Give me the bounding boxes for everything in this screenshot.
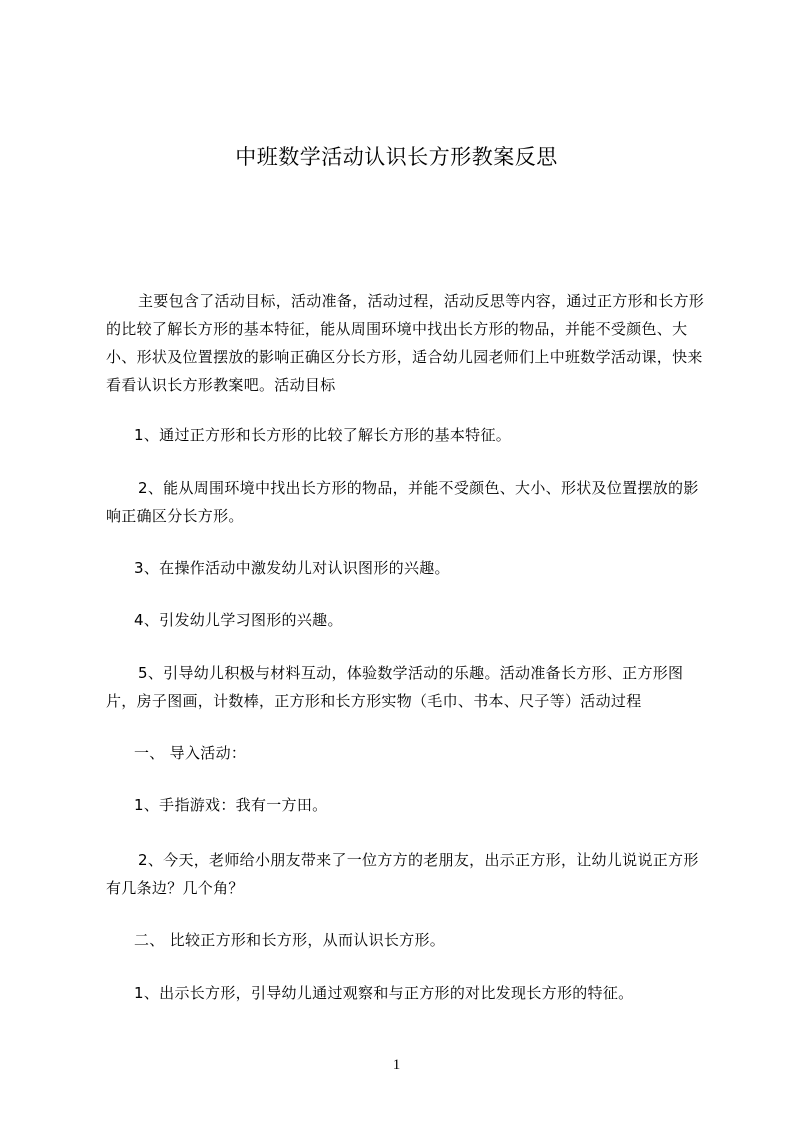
process-step-2: 2、今天，老师给小朋友带来了一位方方的老朋友，出示正方形，让幼儿说说正方形有几条边？几个角？: [106, 851, 699, 897]
intro-paragraph: 主要包含了活动目标，活动准备，活动过程，活动反思等内容，通过正方形和长方形的比较了解长方形的基本特征，能从周围环境中找出长方形的物品，并能不受颜色、大小、形状及位置摆放的影响正确区分长方形，适合幼儿园老师们上中班数学活动课，快来看看认识长方形教案吧。活动目标: [106, 292, 705, 394]
goal-item-4: 4、引发幼儿学习图形的兴趣。: [134, 611, 343, 629]
document-title: 中班数学活动认识长方形教案反思: [235, 145, 558, 169]
goal-item-2: 2、能从周围环境中找出长方形的物品，并能不受颜色、大小、形状及位置摆放的影响正确区分长方形。: [106, 479, 699, 525]
process-step-1: 1、手指游戏：我有一方田。: [134, 796, 328, 814]
section-heading-2: 二、 比较正方形和长方形，从而认识长方形。: [134, 931, 446, 949]
page-number: 1: [392, 1057, 401, 1073]
section-heading-1: 一、 导入活动：: [134, 744, 247, 762]
section-2-step-1: 1、出示长方形，引导幼儿通过观察和与正方形的对比发现长方形的特征。: [134, 984, 634, 1002]
goal-item-3: 3、在操作活动中激发幼儿对认识图形的兴趣。: [134, 559, 450, 577]
goal-item-1: 1、通过正方形和长方形的比较了解长方形的基本特征。: [134, 426, 512, 444]
goal-item-5: 5、引导幼儿积极与材料互动，体验数学活动的乐趣。活动准备长方形、正方形图片，房子图画，计数棒，正方形和长方形实物（毛巾、书本、尺子等）活动过程: [106, 664, 684, 710]
